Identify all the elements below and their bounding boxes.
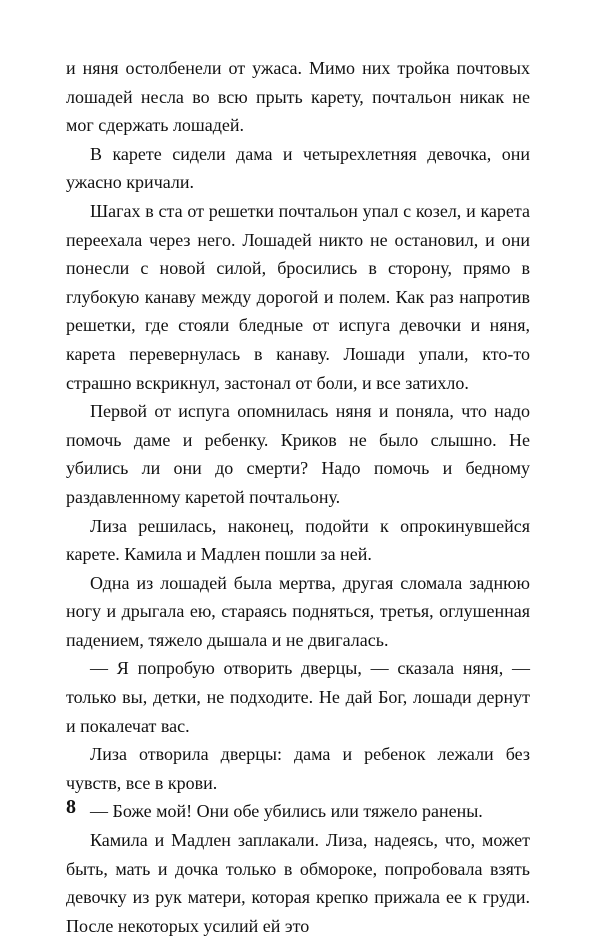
paragraph-8: Лиза отворила дверцы: дама и ребенок лежали без чувств, все в крови. (66, 744, 530, 793)
paragraph-2: В карете сидели дама и четырехлетняя девочка, они ужасно кричали. (66, 143, 530, 193)
paragraph-6: Одна из лошадей была мертва, другая сломала заднюю ногу и дрыгала ею, стараясь подняться, третья, оглушенная падением, тяжело дышала и не двигалась. (66, 572, 530, 650)
paragraph-1: и няня остолбенели от ужаса. Мимо них тройка почтовых лошадей несла во всю прыть карету, почтальон никак не мог сдержать лошадей. (66, 58, 530, 136)
book-page-text (66, 54, 530, 940)
paragraph-5: Лиза решилась, наконец, подойти к опрокинувшейся карете. Камила и Мадлен пошли за ней. (66, 515, 530, 565)
page-number: 8 (66, 796, 76, 818)
paragraph-10: Камила и Мадлен заплакали. Лиза, надеясь, что, может быть, мать и дочка только в обмороке, попробовала взять девочку из рук матери, которая крепко прижала ее к груди. После некоторых усилий ей это (66, 830, 530, 936)
paragraph-9: — Боже мой! Они обе убились или тяжело ранены. (90, 801, 483, 822)
paragraph-3: Шагах в ста от решетки почтальон упал с козел, и карета переехала через него. Лошадей никто не остановил, и они понесли с новой силой, бросились в сторону, прямо в глубокую канаву между дорогой и полем. Как раз напротив решетки, где стояли бледные от испуга девочки и няня, карета перевернулась в канаву. Лошади упали, кто-то страшно вскрикнул, застонал от боли, и все затихло. (66, 200, 530, 393)
paragraph-4: Первой от испуга опомнилась няня и поняла, что надо помочь даме и ребенку. Криков не было слышно. Не убились ли они до смерти? Надо помочь и бедному раздавленному каретой почтальону. (66, 401, 530, 507)
paragraph-7: — Я попробую отворить дверцы, — сказала няня, — только вы, детки, не подходите. Не дай Бог, лошади дернут и покалечат вас. (66, 658, 530, 736)
